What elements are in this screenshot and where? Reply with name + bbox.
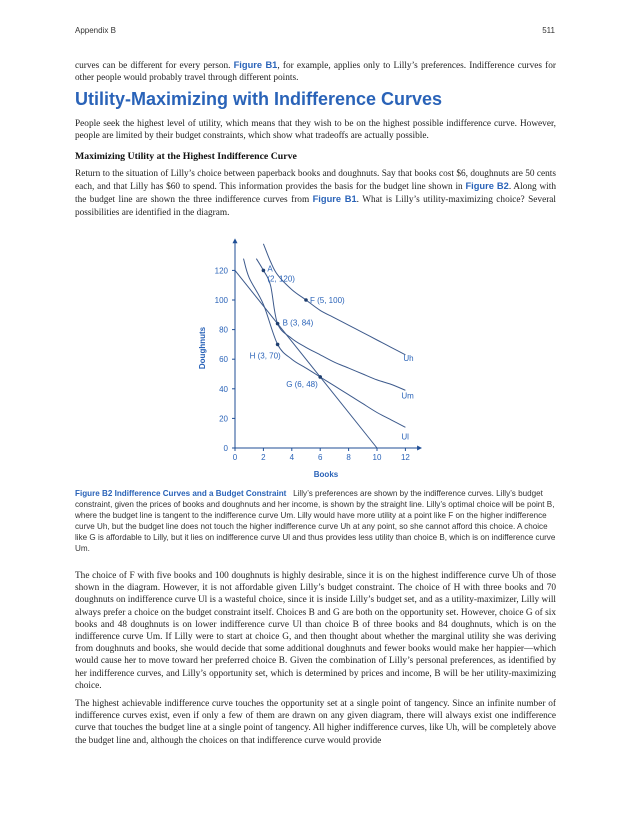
y-tick-label: 100 [214, 296, 228, 305]
intro-paragraph: curves can be different for every person. Figure B1, for example, applies only to Lilly’s preferences. Indifference curves for other people would probably travel through different points. [75, 60, 556, 84]
point-marker [262, 269, 266, 273]
paragraph-tangency: The highest achievable indifference curve touches the opportunity set at a single point of tangency. Since an infinite number of indifference curves exist, even if only a few of them are drawn on any given diagram, there will always exist one indifference curve that touches the budget line at a single point of tangency. All higher indifference curves, like Uh, will be completely above the budget line and, although the choices on that indifference curve would provide [75, 699, 556, 746]
curve-label-ul: Ul [401, 432, 409, 442]
y-tick-label: 80 [219, 325, 228, 335]
caption-text: Lilly’s preferences are shown by the indifference curves. Lilly’s budget constraint, given the prices of books and doughnuts and her income, is shown by the straight line. Lilly’s optimal choice will be point B, where the budget line is tangent to the indifference curve Um. Lilly would have more utility at a point like F on the higher indifference curve Uh, but the budget line does not touch the higher indifference curve Uh at any point, so she cannot afford this choice. A choice like G is affordable to Lilly, but it lies on indifference curve Ul and thus provides less utility than choice B, which is on indifference curve Um. [75, 489, 556, 553]
point-label: G (6, 48) [286, 379, 318, 389]
x-tick-label: 6 [317, 453, 323, 462]
point-marker [276, 343, 280, 347]
y-tick-label: 120 [214, 266, 228, 276]
subsection-title: Maximizing Utility at the Highest Indifference Curve [75, 151, 297, 162]
point-label: H (3, 70) [249, 351, 281, 361]
x-tick-label: 2 [261, 453, 266, 462]
point-label: F (5, 100) [310, 296, 345, 305]
figure-caption [75, 488, 556, 554]
point-sublabel: (2, 120) [267, 274, 295, 284]
curve-label-uh: Uh [403, 353, 414, 363]
page-number: 511 [542, 26, 555, 35]
chart-svg [195, 238, 435, 483]
paragraph-choices: The choice of F with five books and 100 doughnuts is highly desirable, since it is on the highest indifference curve Uh of those shown in the diagram. However, it is not affordable given Lilly’s budget constraint. The choice of H with three books and 70 doughnuts on indifference curve Ul is a wasteful choice, since it is inside Lilly’s budget set, and as a utility-maximizer, Lilly will always prefer a choice on the budget constraint itself. Choices B and G are both on the opportunity set. However, choice G of six books and 48 doughnuts is on lower indifference curve Ul than choice B of three books and 84 doughnuts, which is on the indifference curve Um. If Lilly were to start at choice G, and then thought about whether the marginal utility she was deriving from doughnuts and books, she would decide that some additional doughnuts and fewer books would make her happier—which would cause her to move toward her preferred choice B. Given the combination of Lilly’s personal preferences, as identified by her indifference curves, and Lilly’s opportunity set, which is determined by prices and income, B will be her utility-maximizing choice. [75, 571, 556, 691]
curve-label-um: Um [401, 391, 414, 401]
paragraph-budget: Return to the situation of Lilly’s choice between paperback books and doughnuts. Say that books cost $6, doughnuts are 50 cents each, and that Lilly has $60 to spend. This information provides the basis for the budget line shown in Figure B2. Along with the budget line are shown the three indifference curves from Figure B1. What is Lilly’s utility-maximizing choice? Several possibilities are identified in the diagram. [75, 169, 556, 218]
figure-b1-link[interactable]: Figure B1 [233, 60, 278, 70]
point-label: A [267, 264, 273, 274]
point-label: B (3, 84) [282, 318, 314, 328]
x-tick-label: 0 [232, 453, 238, 462]
y-tick-label: 20 [219, 414, 228, 424]
y-axis-label: Doughnuts [198, 326, 207, 370]
indifference-chart [195, 238, 435, 488]
figure-b2-link[interactable]: Figure B2 [465, 181, 509, 192]
point-marker [318, 375, 322, 379]
curve-ul [244, 259, 406, 428]
section-title: Utility-Maximizing with Indifference Curves [75, 89, 443, 109]
x-tick-label: 12 [400, 453, 410, 462]
caption-title: Figure B2 Indifference Curves and a Budget Constraint [75, 489, 287, 498]
paragraph-utility: People seek the highest level of utility, which means that they wish to be on the highest possible indifference curve. However, people are limited by their budget constraints, which show what tradeoffs are actually possible. [75, 119, 556, 142]
y-tick-label: 40 [219, 384, 228, 394]
x-tick-label: 4 [289, 453, 295, 462]
y-tick-label: 60 [219, 355, 228, 365]
point-marker [304, 298, 308, 302]
x-tick-label: 8 [346, 453, 351, 462]
point-marker [276, 322, 280, 326]
x-tick-label: 10 [372, 453, 382, 462]
figure-b1-link-2[interactable]: Figure B1 [312, 194, 357, 205]
running-header: Appendix B [75, 26, 116, 35]
x-axis-label: Books [313, 470, 339, 479]
y-tick-label: 0 [223, 444, 228, 453]
